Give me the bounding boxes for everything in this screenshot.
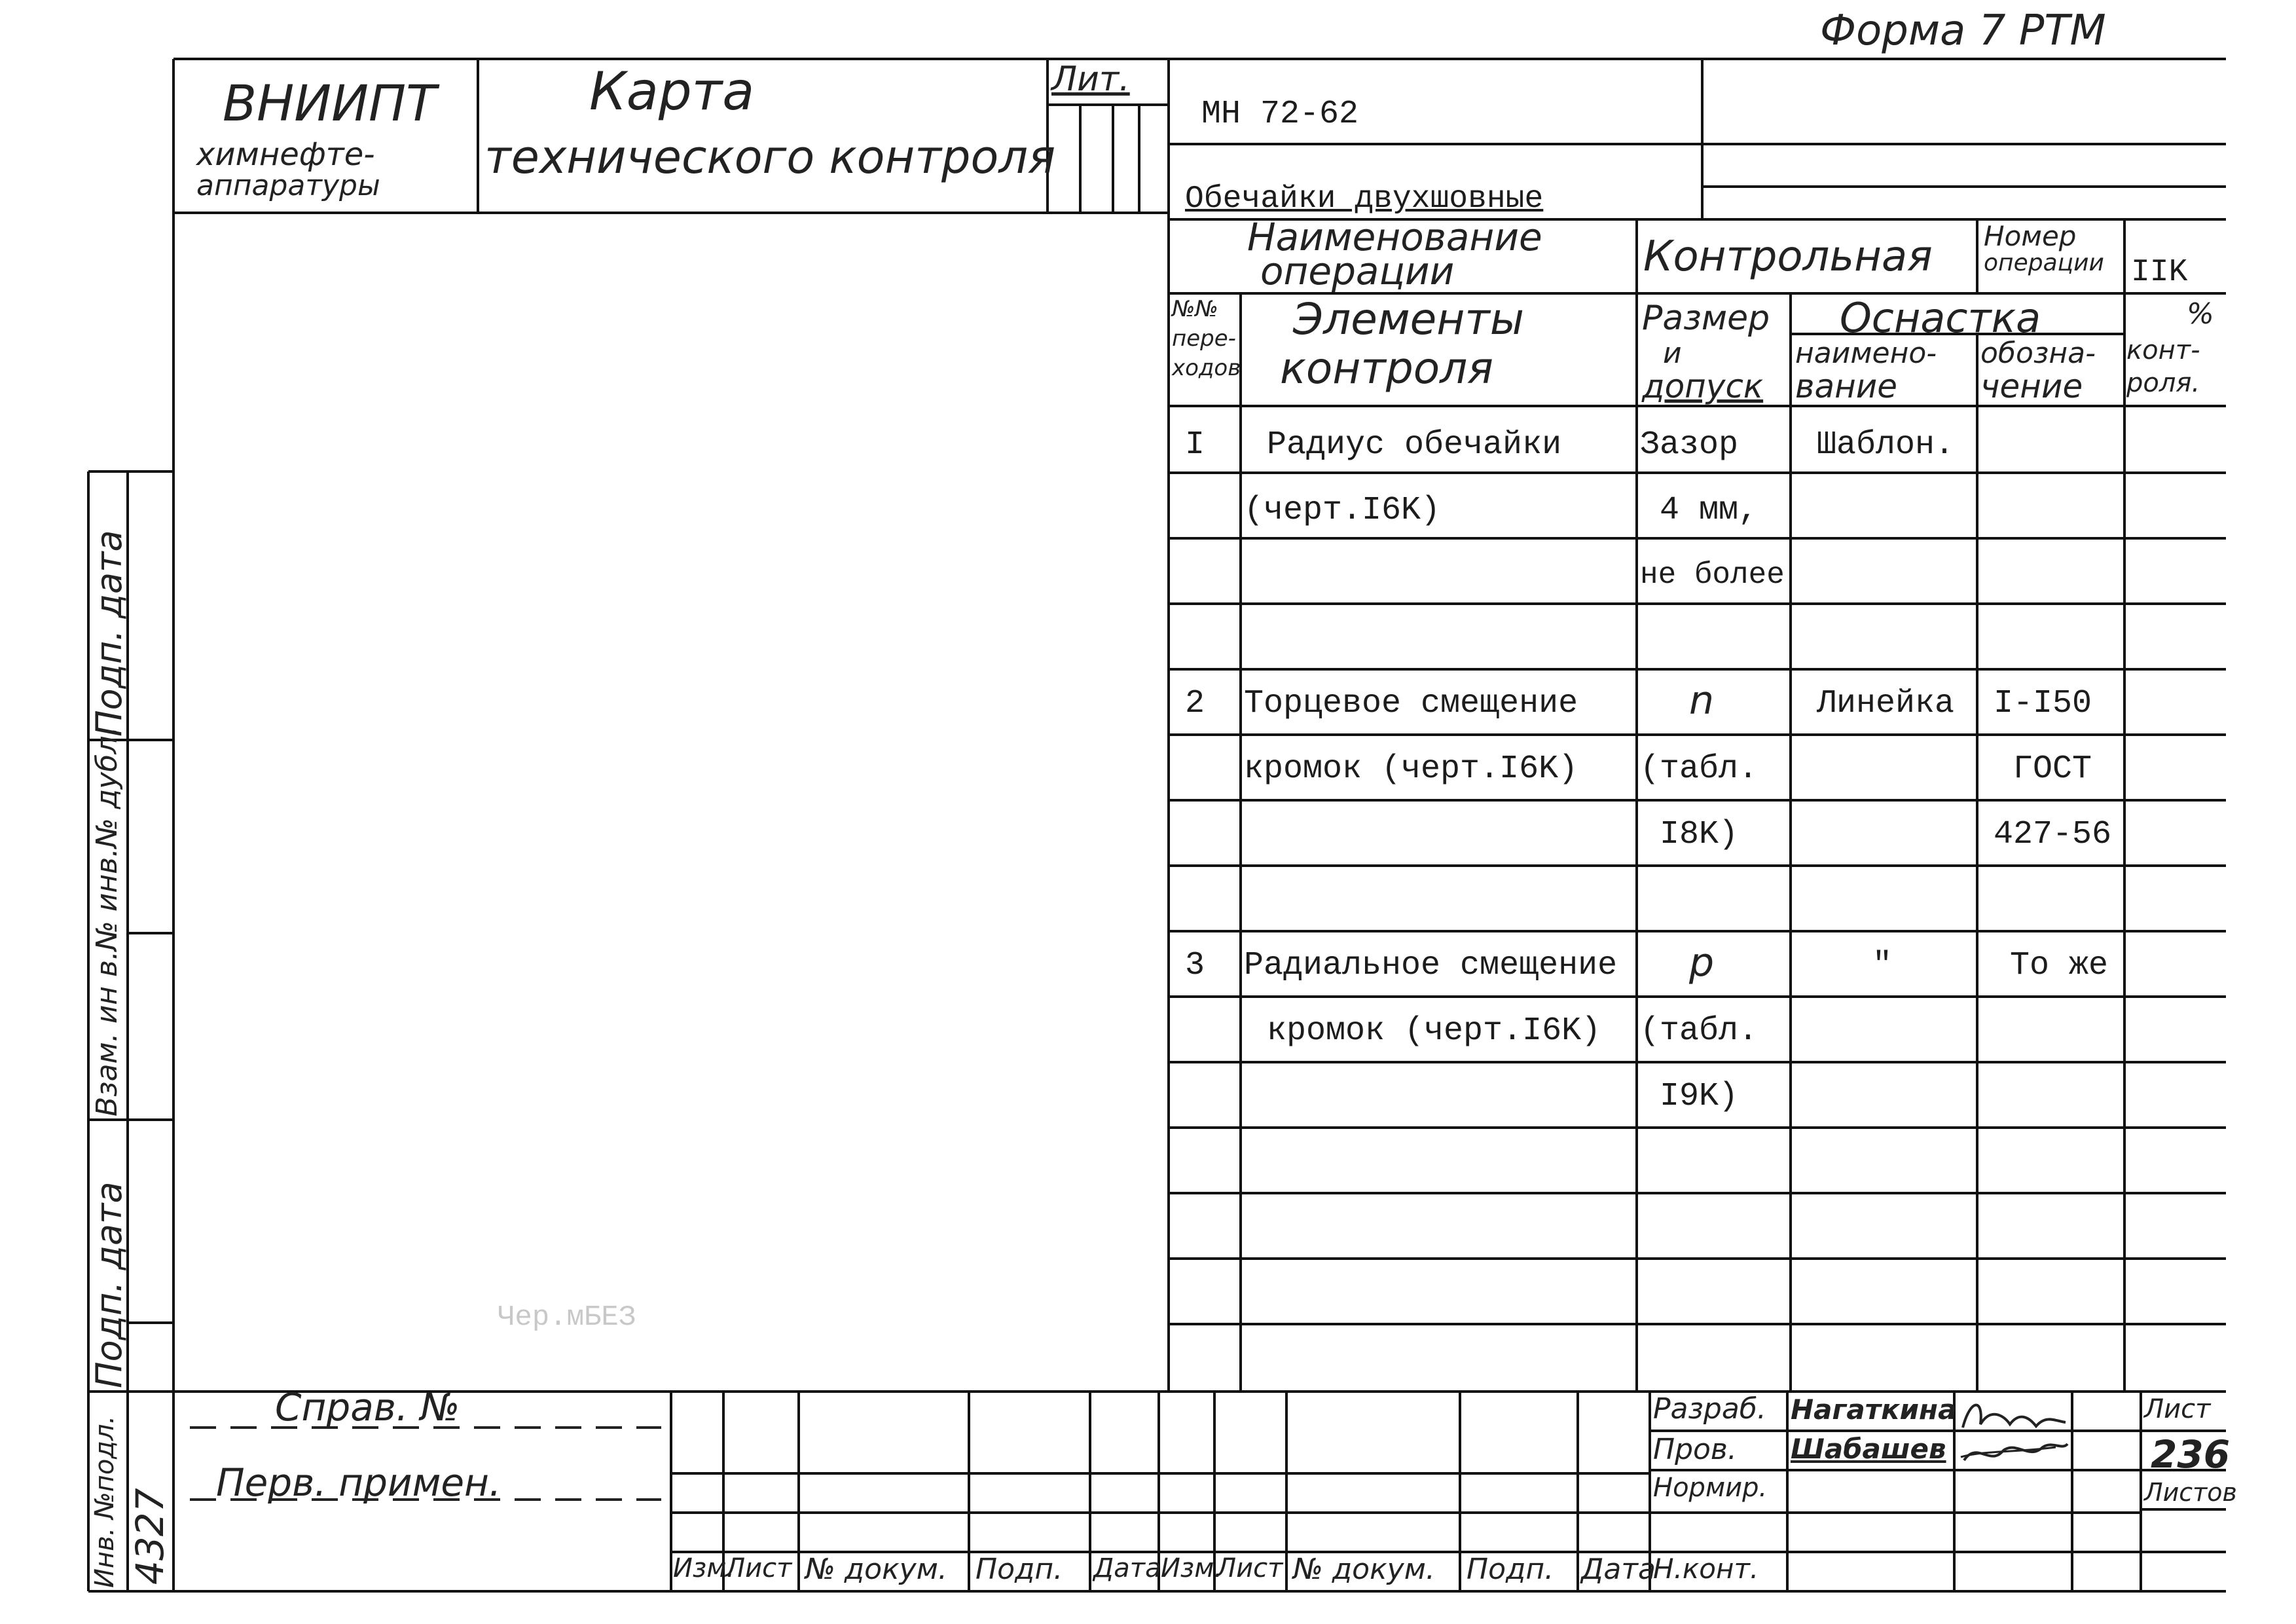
col-tooling-code-1: обозна-: [1980, 337, 2096, 370]
sprav-label: Справ. №: [275, 1385, 460, 1430]
margin-inv-podl: Инв. №подл.: [90, 1415, 120, 1588]
operation-name-label-1: Наименование: [1247, 215, 1542, 259]
razrab-label: Разраб.: [1653, 1392, 1766, 1426]
rev-label: Лист: [1216, 1553, 1283, 1583]
col-tooling-code-2: чение: [1980, 367, 2083, 405]
col-tooling-name-1: наимено-: [1795, 337, 1937, 370]
col-size-3: допуск: [1642, 367, 1764, 405]
row-element: кромок (черт.I6K): [1267, 1012, 1601, 1050]
operation-number-label-1: Номер: [1984, 220, 2077, 252]
row-size: не более: [1640, 558, 1785, 592]
col-percent-2: конт-: [2126, 335, 2200, 365]
col-transition-1: №№: [1172, 296, 1218, 322]
col-tooling-name-2: вание: [1795, 367, 1898, 405]
col-percent-1: %: [2187, 297, 2214, 331]
form-label: Форма 7 РТМ: [1820, 7, 2106, 55]
row-no: I: [1185, 426, 1205, 464]
rev-label: № докум.: [805, 1553, 947, 1586]
row-tool-name: Линейка: [1817, 685, 1955, 722]
row-element: кромок (черт.I6K): [1244, 750, 1578, 788]
faint-stamp: Чер.мБЕЗ: [498, 1301, 636, 1334]
organization-name: ВНИИПТ: [223, 74, 437, 132]
row-tool-code: То же: [2010, 947, 2109, 984]
card-title-line1: Карта: [589, 61, 755, 122]
col-size-2: и: [1663, 337, 1682, 370]
row-element: Радиус обечайки: [1267, 426, 1562, 464]
row-no: 2: [1185, 685, 1205, 722]
lit-label: Лит.: [1051, 60, 1130, 99]
row-size: I8K): [1660, 816, 1739, 853]
row-no: 3: [1185, 947, 1205, 984]
rev-label: Подп.: [1467, 1553, 1554, 1586]
row-tool-code: I-I50: [1994, 685, 2092, 722]
row-size: Зазор: [1640, 426, 1739, 464]
prov-name: Шабашев: [1791, 1433, 1946, 1465]
row-size: n: [1689, 678, 1715, 724]
rev-label: Изм.: [1161, 1553, 1223, 1583]
row-size: 4 мм,: [1660, 492, 1758, 529]
row-element: Торцевое смещение: [1244, 685, 1578, 722]
perv-primen-label: Перв. примен.: [216, 1460, 501, 1505]
row-size: (табл.: [1640, 1012, 1758, 1050]
row-size: (табл.: [1640, 750, 1758, 788]
rev-label: № докум.: [1293, 1553, 1435, 1586]
operation-number-value: IIK: [2131, 255, 2188, 290]
col-transition-2: пере-: [1172, 325, 1236, 352]
operation-name-value: Контрольная: [1643, 232, 1933, 281]
col-elements-1: Элементы: [1293, 294, 1524, 344]
row-element: (черт.I6K): [1244, 492, 1441, 529]
organization-line2: химнефте-: [196, 136, 375, 173]
margin-podp-data-bottom: Подп. дата: [88, 1181, 130, 1388]
row-tool-code: 427-56: [1994, 816, 2112, 853]
product-name: Обечайки двухшовные: [1185, 181, 1544, 217]
row-element: Радиальное смещение: [1244, 947, 1618, 984]
margin-vzam-inv: Взам. ин в.№ инв.№ дубл.: [90, 726, 124, 1116]
doc-code: МН 72-62: [1201, 96, 1359, 133]
card-title-line2: технического контроля: [484, 130, 1056, 184]
sheets-label: Листов: [2144, 1478, 2237, 1507]
row-tool-name: Шаблон.: [1817, 426, 1955, 464]
row-size: I9K): [1660, 1078, 1739, 1115]
rev-label: Изм.: [673, 1553, 735, 1583]
col-elements-2: контроля: [1280, 343, 1494, 394]
operation-name-label-2: операции: [1260, 249, 1455, 293]
row-tool-name: ": [1872, 947, 1893, 984]
prov-label: Пров.: [1653, 1433, 1737, 1466]
row-size: p: [1689, 940, 1715, 986]
operation-number-label-2: операции: [1984, 249, 2104, 276]
row-tool-code: ГОСТ: [2013, 750, 2092, 788]
sheet-number: 236: [2151, 1432, 2231, 1477]
col-percent-3: роля.: [2126, 368, 2200, 398]
normir-label: Нормир.: [1653, 1473, 1768, 1503]
rev-label: Подп.: [975, 1553, 1063, 1586]
signature-prov: [1958, 1434, 2072, 1473]
nkontr-label: Н.конт.: [1653, 1553, 1759, 1585]
col-size-1: Размер: [1642, 299, 1770, 338]
razrab-name: Нагаткина: [1791, 1393, 1957, 1426]
rev-label: Лист: [725, 1553, 792, 1583]
col-transition-3: ходов: [1172, 355, 1241, 381]
organization-line3: аппаратуры: [196, 169, 380, 202]
margin-podp-data-top: Подп. дата: [88, 530, 130, 737]
col-tooling: Оснастка: [1840, 294, 2041, 342]
rev-label: Дата: [1093, 1553, 1161, 1583]
rev-label: Дата: [1581, 1553, 1656, 1586]
margin-inv-number: 4327: [128, 1488, 172, 1585]
sheet-label: Лист: [2144, 1394, 2211, 1424]
